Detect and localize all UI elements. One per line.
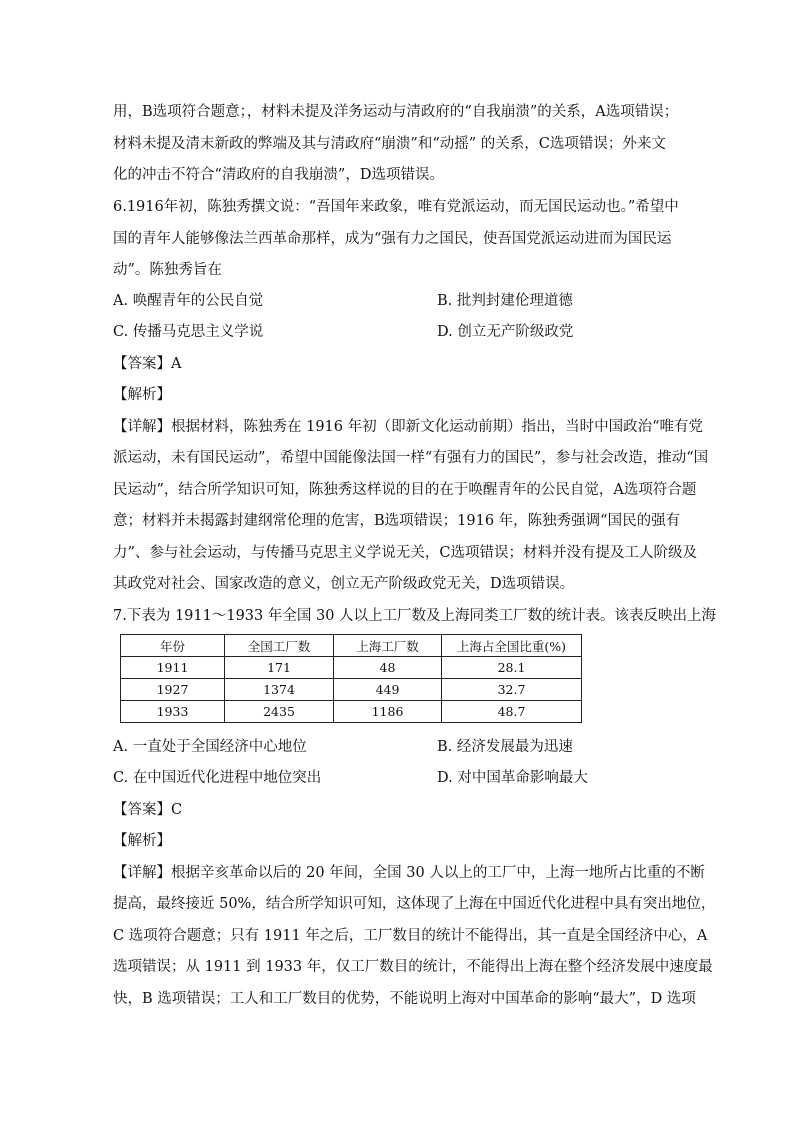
q6-analysis-heading: 【解析】: [113, 387, 171, 403]
table-cell: 28.1: [442, 657, 582, 679]
q6-option-a: A. 唤醒青年的公民自觉: [113, 293, 264, 309]
prev-analysis-line: 用，B选项符合题意；，材料未提及洋务运动与清政府的“自我崩溃”的关系，A选项错误；: [113, 104, 679, 120]
table-cell: 1911: [121, 657, 225, 679]
q6-option-b: B. 批判封建伦理道德: [437, 293, 573, 309]
q7-option-a: A. 一直处于全国经济中心地位: [113, 739, 307, 755]
question-6-stem: 国的青年人能够像法兰西革命那样，成为“强有力之国民，使吾国党派运动进而为国民运: [113, 231, 672, 247]
q6-detail-line: 派运动，未有国民运动”，希望中国能像法国一样“有强有力的国民”，参与社会改造，推动“国: [113, 450, 709, 466]
table-row: [121, 701, 582, 723]
table-row: [121, 679, 582, 701]
table-cell: 1927: [121, 679, 225, 701]
q7-detail-line: 选项错误；从 1911 到 1933 年，仅工厂数目的统计，不能得出上海在整个经济发展中速度最: [113, 959, 713, 975]
table-row: [121, 657, 582, 679]
q7-detail-line: 提高，最终接近 50%，结合所学知识可知，这体现了上海在中国近代化进程中具有突出地位，: [113, 896, 716, 912]
q6-detail-line: 其政党对社会、国家改造的意义，创立无产阶级政党无关，D选项错误。: [113, 576, 575, 592]
table-cell: 449: [334, 679, 442, 701]
factory-stats-table: [120, 634, 582, 723]
table-header-cell: 年份: [121, 635, 225, 657]
table-cell: 2435: [225, 701, 334, 723]
table-cell: 48: [334, 657, 442, 679]
table-cell: 1186: [334, 701, 442, 723]
q7-detail-line: C 选项符合题意；只有 1911 年之后，工厂数目的统计不能得出，其一直是全国经济中心，A: [113, 928, 708, 944]
q6-detail-line: 意；材料并未揭露封建纲常伦理的危害，B选项错误；1916 年，陈独秀强调“国民的强有: [113, 513, 681, 529]
table-header-cell: 全国工厂数: [225, 635, 334, 657]
q6-option-d: D. 创立无产阶级政党: [437, 324, 574, 340]
q7-option-c: C. 在中国近代化进程中地位突出: [113, 770, 322, 786]
table-cell: 32.7: [442, 679, 582, 701]
table-header-cell: 上海工厂数: [334, 635, 442, 657]
q7-detail-line: 【详解】根据辛亥革命以后的 20 年间，全国 30 人以上的工厂中，上海一地所占比重的不断: [113, 865, 705, 881]
question-7-stem: 7.下表为 1911～1933 年全国 30 人以上工厂数及上海同类工厂数的统计表。该表反映出上海: [113, 608, 717, 624]
q7-detail-line: 快，B 选项错误；工人和工厂数目的优势，不能说明上海对中国革命的影响“最大”，D 选项: [113, 991, 696, 1007]
q7-analysis-heading: 【解析】: [113, 833, 171, 849]
table-cell: 1374: [225, 679, 334, 701]
q6-detail-line: 民运动”，结合所学知识可知，陈独秀这样说的目的在于唤醒青年的公民自觉，A选项符合题: [113, 482, 697, 498]
q6-option-c: C. 传播马克思主义学说: [113, 324, 264, 340]
question-6-stem: 6.1916年初，陈独秀撰文说：“吾国年来政象，唯有党派运动，而无国民运动也。”希望中: [113, 199, 679, 215]
q7-option-b: B. 经济发展最为迅速: [437, 739, 573, 755]
question-6-stem: 动”。陈独秀旨在: [113, 262, 222, 278]
q6-detail-line: 力”、参与社会运动，与传播马克思主义学说无关，C选项错误；材料并没有提及工人阶级及: [113, 545, 698, 561]
table-cell: 48.7: [442, 701, 582, 723]
table-cell: 1933: [121, 701, 225, 723]
table-header-row: [121, 635, 582, 657]
prev-analysis-line: 化的冲击不符合“清政府的自我崩溃”，D选项错误。: [113, 167, 444, 183]
table-header-cell: 上海占全国比重(%): [442, 635, 582, 657]
q7-answer: 【答案】C: [113, 802, 183, 818]
prev-analysis-line: 材料未提及清末新政的弊端及其与清政府“崩溃”和“动摇” 的关系，C选项错误；外来文: [113, 136, 666, 152]
q6-answer: 【答案】A: [113, 356, 182, 372]
table-cell: 171: [225, 657, 334, 679]
q6-detail-line: 【详解】根据材料，陈独秀在 1916 年初（即新文化运动前期）指出，当时中国政治“唯有党: [113, 419, 704, 435]
q7-option-d: D. 对中国革命影响最大: [437, 770, 588, 786]
